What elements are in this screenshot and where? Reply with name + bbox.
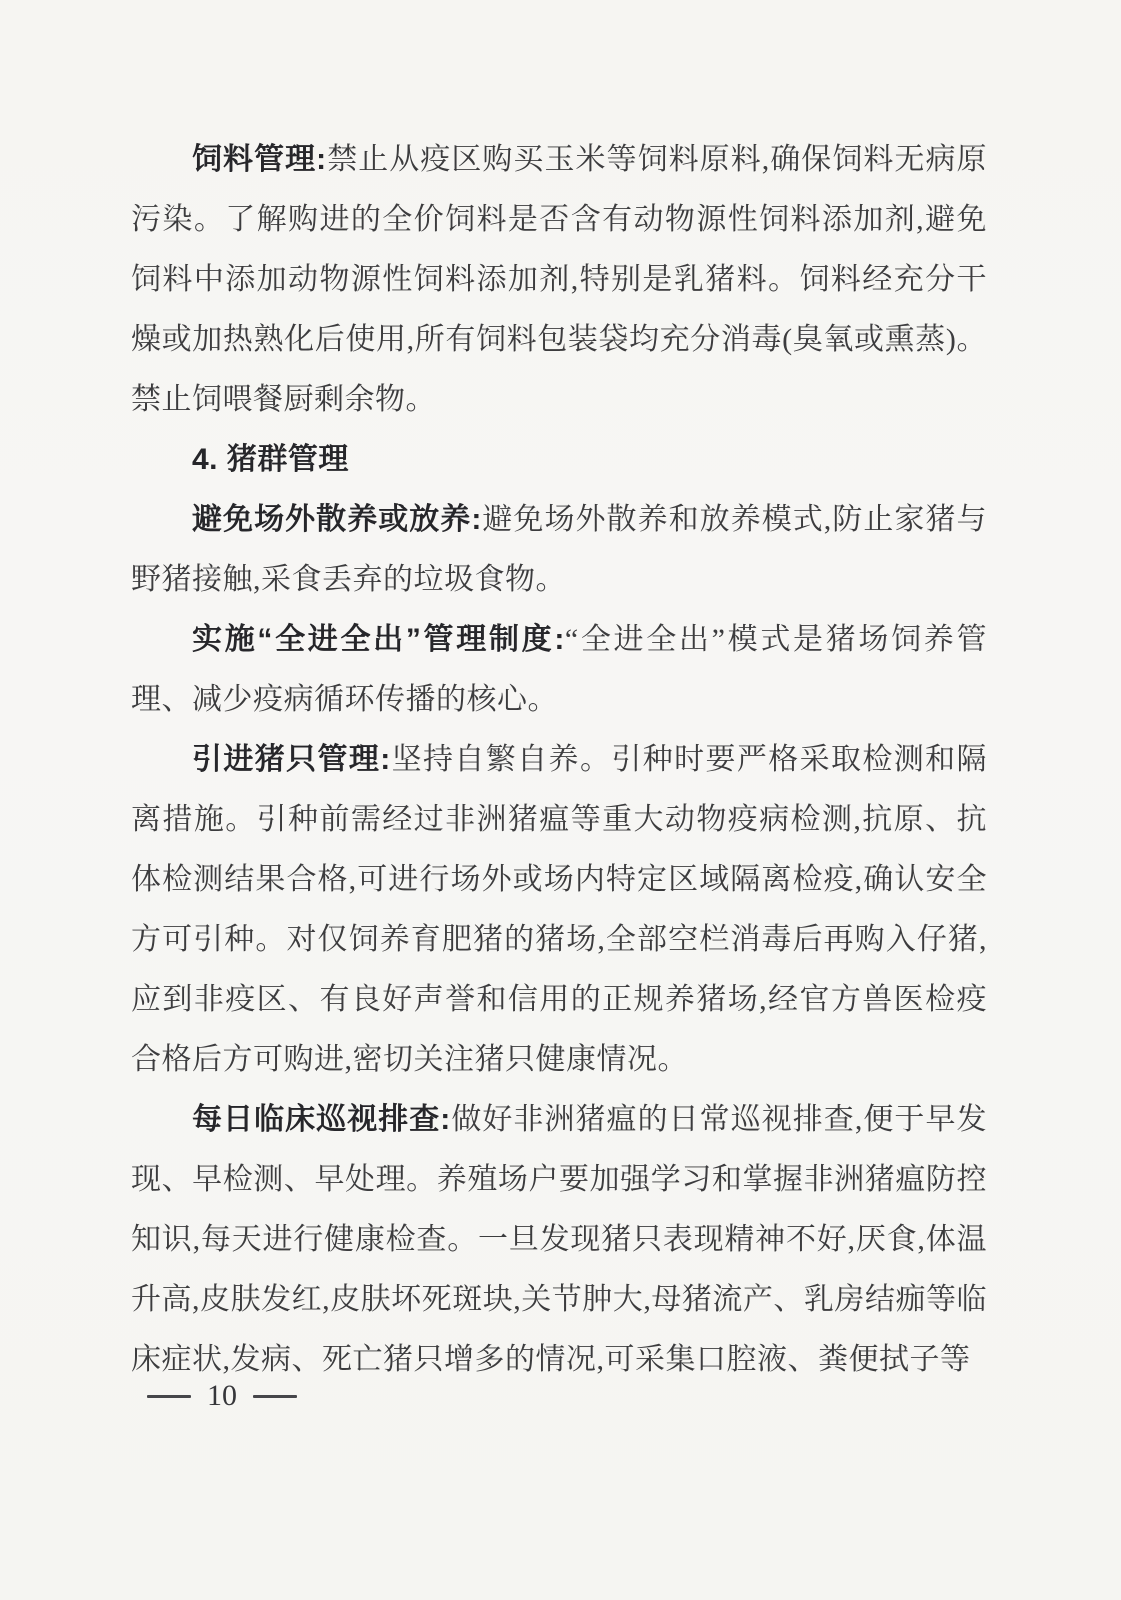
- paragraph-daily-clinical-inspection: [131, 1090, 987, 1390]
- paragraph-lead-all-in-all-out: 实施“全进全出”管理制度:: [192, 623, 565, 656]
- page-footer: [147, 1378, 297, 1414]
- paragraph-lead-pig-introduction: 引进猪只管理:: [192, 743, 391, 776]
- paragraph-text-pig-introduction: 坚持自繁自养。引种时要严格采取检测和隔离措施。引种前需经过非洲猪瘟等重大动物疫病检测,抗原、抗体检测结果合格,可进行场外或场内特定区域隔离检疫,确认安全方可引种。对仅饲养育肥猪的猪场,全部空栏消毒后再购入仔猪,应到非疫区、有良好声誉和信用的正规养猪场,经官方兽医检疫合格后方可购进,密切关注猪只健康情况。: [131, 743, 988, 1076]
- paragraph-all-in-all-out: [131, 610, 987, 730]
- paragraph-lead-daily-clinical-inspection: 每日临床巡视排查:: [192, 1103, 451, 1136]
- paragraph-text-all-in-all-out: “全进全出”模式是猪场饲养管理、减少疫病循环传播的核心。: [131, 623, 987, 716]
- paragraph-feed-management: [131, 130, 987, 430]
- paragraph-lead-feed-management: 饲料管理:: [192, 143, 327, 176]
- section-heading-herd-management: 4. 猪群管理: [192, 443, 349, 476]
- paragraph-text-daily-clinical-inspection: 做好非洲猪瘟的日常巡视排查,便于早发现、早检测、早处理。养殖场户要加强学习和掌握非洲猪瘟防控知识,每天进行健康检查。一旦发现猪只表现精神不好,厌食,体温升高,皮肤发红,皮肤坏死斑块,关节肿大,母猪流产、乳房结痂等临床症状,发病、死亡猪只增多的情况,可采集口腔液、粪便拭子等: [131, 1103, 988, 1376]
- paragraph-avoid-free-range: [131, 490, 987, 610]
- paragraph-lead-avoid-free-range: 避免场外散养或放养:: [192, 503, 482, 536]
- document-body: [131, 130, 987, 1390]
- footer-dash-right-icon: [253, 1395, 297, 1398]
- paragraph-pig-introduction: [131, 730, 987, 1090]
- paragraph-text-avoid-free-range: 避免场外散养和放养模式,防止家猪与野猪接触,采食丢弃的垃圾食物。: [131, 503, 987, 596]
- page-number: 10: [207, 1379, 237, 1412]
- footer-dash-left-icon: [147, 1395, 191, 1398]
- paragraph-text-feed-management: 禁止从疫区购买玉米等饲料原料,确保饲料无病原污染。了解购进的全价饲料是否含有动物源性饲料添加剂,避免饲料中添加动物源性饲料添加剂,特别是乳猪料。饲料经充分干燥或加热熟化后使用,所有饲料包装袋均充分消毒(臭氧或熏蒸)。禁止饲喂餐厨剩余物。: [131, 143, 988, 416]
